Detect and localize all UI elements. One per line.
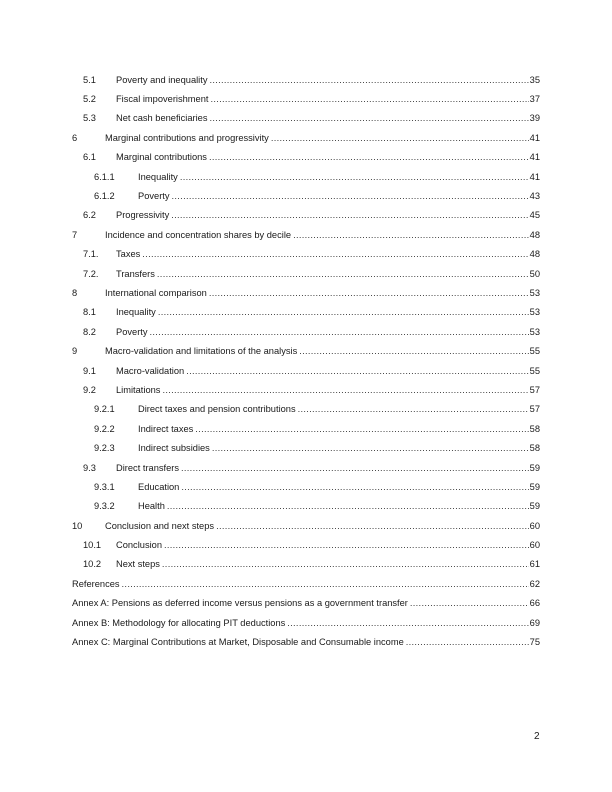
toc-entry-page[interactable]: 55 <box>529 365 540 376</box>
toc-entry-page[interactable]: 57 <box>529 404 540 415</box>
toc-entry[interactable] <box>72 167 540 186</box>
dot-leader <box>209 112 528 124</box>
dot-leader <box>186 365 528 377</box>
toc-entry[interactable] <box>72 206 540 225</box>
toc-entry-page[interactable]: 59 <box>529 501 540 512</box>
toc-entry-page[interactable]: 39 <box>529 113 540 124</box>
dot-leader <box>212 442 529 454</box>
toc-entry-number: 6.1 <box>83 152 96 163</box>
toc-entry-page[interactable]: 58 <box>529 423 540 434</box>
toc-entry[interactable] <box>72 148 540 167</box>
dot-leader <box>209 74 528 86</box>
toc-entry-title[interactable]: Poverty <box>138 191 170 202</box>
toc-entry-page[interactable]: 50 <box>529 268 540 279</box>
toc-entry[interactable] <box>72 245 540 264</box>
toc-entry-title[interactable]: Fiscal impoverishment <box>116 94 209 105</box>
dot-leader <box>157 268 529 280</box>
toc-entry-number: 6.2 <box>83 210 96 221</box>
dot-leader <box>410 597 529 609</box>
toc-entry[interactable] <box>72 555 540 574</box>
toc-entry[interactable] <box>72 89 540 108</box>
toc-entry[interactable] <box>72 186 540 205</box>
dot-leader <box>209 287 529 299</box>
dot-leader <box>150 326 529 338</box>
toc-entry-number: 10 <box>72 520 83 531</box>
toc-entry-page[interactable]: 48 <box>529 249 540 260</box>
toc-entry[interactable] <box>72 438 540 457</box>
dot-leader <box>209 151 529 163</box>
toc-entry[interactable] <box>72 225 540 244</box>
toc-entry-number: 8 <box>72 287 78 298</box>
toc-entry-number: 6 <box>72 132 78 143</box>
dot-leader <box>287 617 528 629</box>
toc-entry-number: 5.2 <box>83 94 96 105</box>
toc-entry[interactable] <box>72 477 540 496</box>
toc-entry[interactable] <box>72 574 540 593</box>
toc-entry-title[interactable]: Net cash beneficiaries <box>116 113 208 124</box>
toc-entry-page[interactable]: 59 <box>529 462 540 473</box>
dot-leader <box>122 578 529 590</box>
dot-leader <box>162 558 529 570</box>
toc-entry-number: 9 <box>72 346 78 357</box>
toc-entry-page[interactable]: 41 <box>529 171 540 182</box>
toc-entry[interactable] <box>72 535 540 554</box>
dot-leader <box>210 93 528 105</box>
toc-entry-title[interactable]: Transfers <box>116 268 155 279</box>
toc-entry-number: 9.3 <box>83 462 96 473</box>
toc-entry-title[interactable]: Conclusion <box>116 540 162 551</box>
dot-leader <box>195 423 528 435</box>
toc-entry-page[interactable]: 60 <box>529 540 540 551</box>
toc-entry-number: 9.1 <box>83 365 96 376</box>
dot-leader <box>142 248 528 260</box>
toc-entry-number: 10.2 <box>83 559 102 570</box>
toc-entry[interactable] <box>72 264 540 283</box>
toc-entry-title[interactable]: International comparison <box>105 287 207 298</box>
dot-leader <box>298 403 529 415</box>
toc-entry-title[interactable]: Annex A: Pensions as deferred income versus pensions as a government transfer <box>72 598 408 609</box>
page-number: 2 <box>534 731 540 742</box>
toc-entry-page[interactable]: 60 <box>529 520 540 531</box>
dot-leader <box>293 229 529 241</box>
toc-entry-number: 8.1 <box>83 307 96 318</box>
toc-entry-page[interactable]: 35 <box>529 74 540 85</box>
toc-entry-page[interactable]: 41 <box>529 152 540 163</box>
toc-entry-page[interactable]: 43 <box>529 191 540 202</box>
toc-entry[interactable] <box>72 380 540 399</box>
dot-leader <box>181 462 529 474</box>
toc-entry[interactable] <box>72 361 540 380</box>
dot-leader <box>216 520 529 532</box>
toc-entry-title[interactable]: Poverty <box>116 326 148 337</box>
dot-leader <box>172 190 529 202</box>
toc-entry-title[interactable]: Limitations <box>116 384 161 395</box>
toc-entry-page[interactable]: 61 <box>529 559 540 570</box>
toc-entry[interactable] <box>72 283 540 302</box>
toc-entry-number: 9.3.1 <box>94 481 115 492</box>
dot-leader <box>164 539 529 551</box>
toc-entry[interactable] <box>72 632 540 651</box>
toc-entry-title[interactable]: Indirect taxes <box>138 423 194 434</box>
toc-entry-page[interactable]: 69 <box>529 617 540 628</box>
toc-entry-title[interactable]: Direct taxes and pension contributions <box>138 404 296 415</box>
toc-entry-title[interactable]: Marginal contributions <box>116 152 207 163</box>
toc-entry-page[interactable]: 45 <box>529 210 540 221</box>
toc-entry-number: 5.1 <box>83 74 96 85</box>
toc-entry-title[interactable]: Macro-validation and limitations of the analysis <box>105 346 298 357</box>
toc-entry-page[interactable]: 75 <box>529 637 540 648</box>
table-of-contents <box>72 70 540 652</box>
toc-entry-page[interactable]: 53 <box>529 326 540 337</box>
toc-entry[interactable] <box>72 303 540 322</box>
toc-entry-number: 9.2.3 <box>94 443 115 454</box>
toc-entry[interactable] <box>72 516 540 535</box>
toc-entry-title[interactable]: Health <box>138 501 165 512</box>
dot-leader <box>162 384 528 396</box>
dot-leader <box>158 306 529 318</box>
toc-entry-title[interactable]: Annex C: Marginal Contributions at Market, Disposable and Consumable income <box>72 637 404 648</box>
toc-entry-title[interactable]: Macro-validation <box>116 365 185 376</box>
toc-entry[interactable] <box>72 497 540 516</box>
toc-entry-title[interactable]: Direct transfers <box>116 462 180 473</box>
dot-leader <box>271 132 529 144</box>
dot-leader <box>299 345 528 357</box>
toc-entry-page[interactable]: 57 <box>529 384 540 395</box>
toc-entry[interactable] <box>72 128 540 147</box>
toc-entry-page[interactable]: 59 <box>529 481 540 492</box>
toc-entry[interactable] <box>72 400 540 419</box>
toc-entry-number: 7.1. <box>83 249 99 260</box>
toc-entry-page[interactable]: 48 <box>529 229 540 240</box>
toc-entry-number: 10.1 <box>83 540 102 551</box>
toc-entry-page[interactable]: 37 <box>529 94 540 105</box>
dot-leader <box>406 636 529 648</box>
toc-entry-number: 8.2 <box>83 326 96 337</box>
toc-entry-page[interactable]: 62 <box>529 578 540 589</box>
toc-entry[interactable] <box>72 341 540 360</box>
dot-leader <box>167 500 529 512</box>
dot-leader <box>181 481 528 493</box>
toc-entry-page[interactable]: 58 <box>529 443 540 454</box>
toc-entry-page[interactable]: 66 <box>529 598 540 609</box>
toc-entry-title[interactable]: Conclusion and next steps <box>105 520 215 531</box>
toc-entry-title[interactable]: Marginal contributions and progressivity <box>105 132 269 143</box>
toc-entry-number: 6.1.1 <box>94 171 115 182</box>
toc-entry-number: 9.3.2 <box>94 501 115 512</box>
toc-entry-title[interactable]: Indirect subsidies <box>138 443 210 454</box>
toc-entry-title[interactable]: Incidence and concentration shares by decile <box>105 229 292 240</box>
toc-entry-number: 9.2 <box>83 384 96 395</box>
toc-entry-title[interactable]: Taxes <box>116 249 141 260</box>
toc-entry-number: 5.3 <box>83 113 96 124</box>
toc-entry-page[interactable]: 53 <box>529 307 540 318</box>
toc-entry-title[interactable]: Education <box>138 481 180 492</box>
toc-entry-title[interactable]: Annex B: Methodology for allocating PIT deductions <box>72 617 286 628</box>
toc-entry[interactable] <box>72 109 540 128</box>
toc-entry[interactable] <box>72 70 540 89</box>
toc-entry-title[interactable]: References <box>72 578 120 589</box>
toc-entry-number: 7 <box>72 229 78 240</box>
toc-entry-page[interactable]: 55 <box>529 346 540 357</box>
toc-entry-title[interactable]: Next steps <box>116 559 160 570</box>
toc-entry-title[interactable]: Poverty and inequality <box>116 74 208 85</box>
dot-leader <box>171 209 528 221</box>
toc-entry-title[interactable]: Progressivity <box>116 210 170 221</box>
toc-entry[interactable] <box>72 322 540 341</box>
toc-entry-number: 9.2.2 <box>94 423 115 434</box>
toc-entry[interactable] <box>72 613 540 632</box>
toc-entry[interactable] <box>72 419 540 438</box>
toc-entry[interactable] <box>72 458 540 477</box>
toc-entry-number: 6.1.2 <box>94 191 115 202</box>
toc-entry-title[interactable]: Inequality <box>116 307 156 318</box>
toc-entry-page[interactable]: 41 <box>529 132 540 143</box>
toc-entry[interactable] <box>72 594 540 613</box>
dot-leader <box>180 171 529 183</box>
toc-entry-page[interactable]: 53 <box>529 287 540 298</box>
toc-entry-title[interactable]: Inequality <box>138 171 178 182</box>
toc-entry-number: 9.2.1 <box>94 404 115 415</box>
toc-entry-number: 7.2. <box>83 268 99 279</box>
